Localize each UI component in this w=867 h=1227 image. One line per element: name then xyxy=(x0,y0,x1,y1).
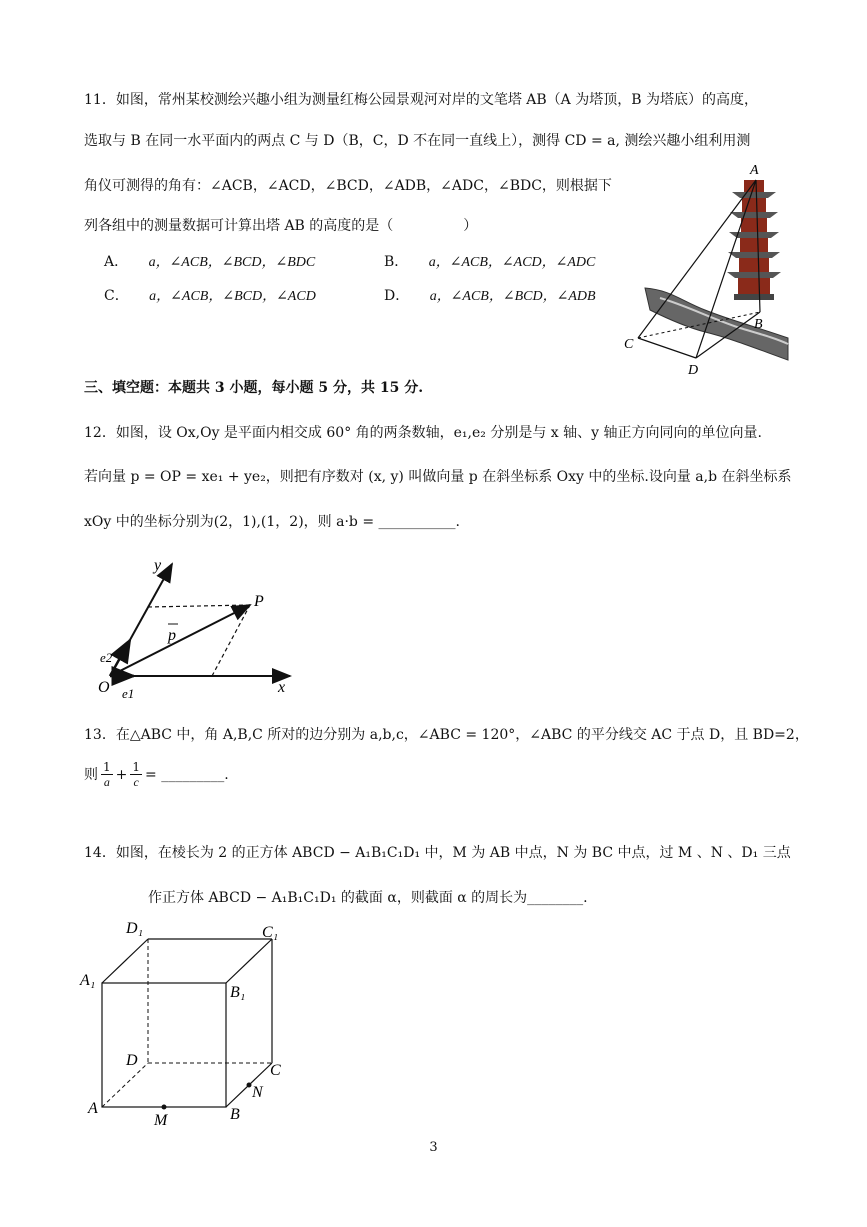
point-M xyxy=(162,1105,167,1110)
q11-line4: 列各组中的测量数据可计算出塔 AB 的高度的是（ ） xyxy=(84,218,478,234)
q14-line2: 作正方体 ABCD − A₁B₁C₁D₁ 的截面 α，则截面 α 的周长为________. xyxy=(148,890,588,906)
q11-option-c xyxy=(104,285,316,305)
label-N: N xyxy=(252,1084,263,1101)
label-C: C xyxy=(270,1062,281,1079)
fraction-denominator: c xyxy=(133,775,139,789)
q11-line3: 角仪可测得的角有：∠ACB，∠ACD，∠BCD，∠ADB，∠ADC，∠BDC，则根据下 xyxy=(84,178,612,194)
q13-line2 xyxy=(84,760,229,789)
fraction-numerator: 1 xyxy=(132,760,141,774)
fraction-numerator: 1 xyxy=(103,760,111,774)
q11-line2: 选取与 B 在同一水平面内的两点 C 与 D（B，C，D 不在同一直线上），测得 CD = a, 测绘兴趣小组利用测 xyxy=(84,133,751,149)
fraction-1-over-a xyxy=(101,760,113,789)
label-B: B xyxy=(230,1106,240,1123)
label-x: x xyxy=(278,679,286,696)
label-y: y xyxy=(154,557,162,574)
label-M: M xyxy=(154,1112,168,1129)
label-O: O xyxy=(98,679,110,696)
q14-line1: 14．如图，在棱长为 2 的正方体 ABCD − A₁B₁C₁D₁ 中，M 为 AB 中点，N 为 BC 中点，过 M 、N 、D₁ 三点 xyxy=(84,845,791,861)
q11-tower-figure xyxy=(610,160,800,380)
q11-option-b xyxy=(384,251,595,271)
q12-line2: 若向量 p = OP = xe₁ + ye₂，则把有序数对 (x, y) 叫做向量 p 在斜坐标系 Oxy 中的坐标.设向量 a,b 在斜坐标系 xyxy=(84,469,792,485)
label-C1: C₁ xyxy=(262,924,279,941)
label-P: P xyxy=(254,593,264,610)
label-A: A xyxy=(750,163,759,178)
q11-line1: 11．如图，常州某校测绘兴趣小组为测量红梅公园景观河对岸的文笔塔 AB（A 为塔顶，B 为塔底）的高度， xyxy=(84,92,758,108)
q12-line1: 12．如图，设 Ox,Oy 是平面内相交成 60° 角的两条数轴，e₁,e₂ 分别是与 x 轴、y 轴正方向同向的单位向量. xyxy=(84,425,762,441)
label-C: C xyxy=(624,337,634,352)
option-label: A． xyxy=(104,254,129,270)
fraction-denominator: a xyxy=(103,775,110,789)
page-number: 3 xyxy=(429,1140,438,1155)
label-A1: A₁ xyxy=(80,972,96,989)
option-label: B． xyxy=(384,254,409,270)
label-B: B xyxy=(754,317,763,332)
option-text: a，∠ACB，∠BCD，∠ADB xyxy=(429,289,596,304)
fraction-1-over-c xyxy=(130,760,142,789)
label-e2: e2 xyxy=(100,650,113,665)
q14-cube-figure xyxy=(80,915,300,1135)
label-e1: e1 xyxy=(122,686,135,701)
label-p-vector: p xyxy=(168,627,176,644)
option-text: a，∠ACB，∠BCD，∠BDC xyxy=(148,255,316,270)
plus-sign: + xyxy=(115,766,128,783)
q13-suffix: = _________. xyxy=(145,766,229,783)
q12-oblique-axes-figure xyxy=(90,550,310,710)
section-title: 三、填空题：本题共 3 小题，每小题 5 分，共 15 分. xyxy=(84,380,424,396)
option-label: C． xyxy=(104,288,129,304)
q13-line1: 13．在△ABC 中，角 A,B,C 所对的边分别为 a,b,c，∠ABC = 120°，∠ABC 的平分线交 AC 于点 D，且 BD=2， xyxy=(84,727,809,743)
q12-line3: xOy 中的坐标分别为(2，1),(1，2)，则 a·b = ___________. xyxy=(84,514,460,530)
label-B1: B₁ xyxy=(230,984,246,1001)
pagoda-tower xyxy=(727,180,781,300)
q11-option-a xyxy=(104,251,315,271)
label-D: D xyxy=(688,363,699,378)
point-N xyxy=(247,1083,252,1088)
option-text: a，∠ACB，∠ACD，∠ADC xyxy=(428,255,596,270)
q13-prefix: 则 xyxy=(84,766,98,783)
q11-option-d xyxy=(384,285,596,305)
label-D: D xyxy=(126,1052,138,1069)
option-text: a，∠ACB，∠BCD，∠ACD xyxy=(149,289,316,304)
option-label: D． xyxy=(384,288,410,304)
label-A: A xyxy=(88,1100,98,1117)
label-D1: D₁ xyxy=(126,920,144,937)
